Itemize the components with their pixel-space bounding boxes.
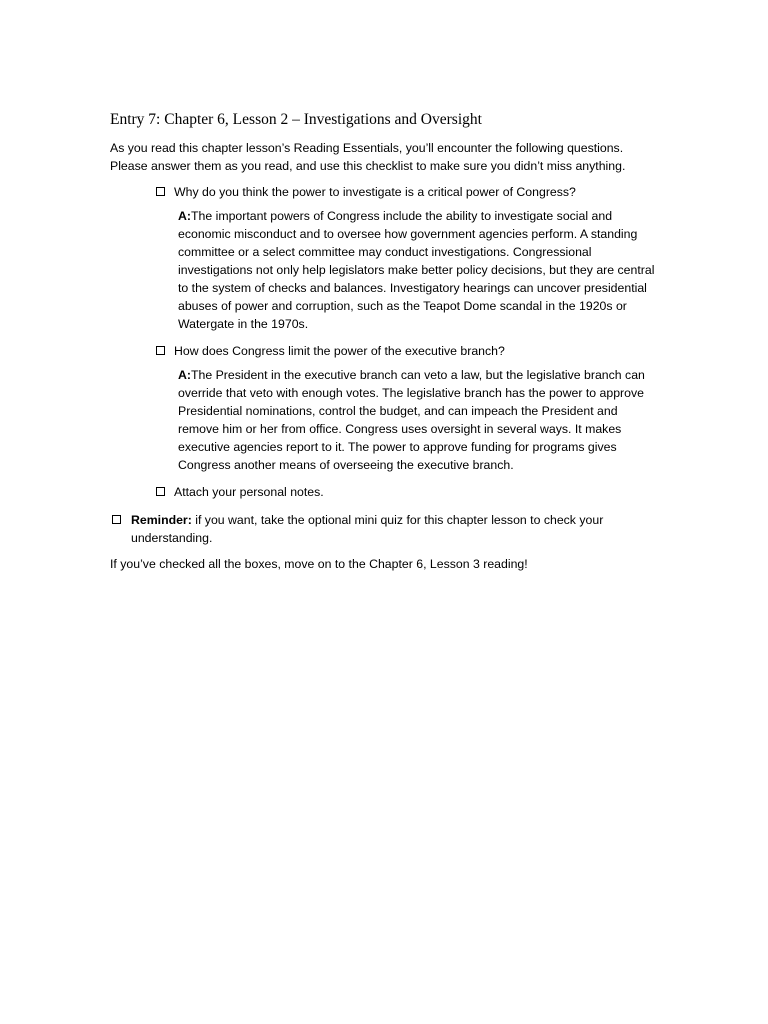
question-text-1: Why do you think the power to investigate is a critical power of Congress?	[174, 185, 576, 199]
checkbox-attach-notes[interactable]	[156, 487, 165, 496]
entry-title: Entry 7: Chapter 6, Lesson 2 – Investigations and Oversight	[110, 111, 482, 128]
checkbox-reminder[interactable]	[112, 515, 121, 524]
reminder-text: if you want, take the optional mini quiz for this chapter lesson to check your understanding.	[131, 513, 604, 545]
checkbox-question-2[interactable]	[156, 346, 165, 355]
answer-1	[178, 207, 658, 333]
answer-2	[178, 366, 658, 474]
checkbox-question-1[interactable]	[156, 187, 165, 196]
attach-notes-item	[156, 483, 658, 501]
answer-label-2: A:	[178, 368, 191, 382]
answer-label-1: A:	[178, 209, 191, 223]
question-item-1	[156, 183, 658, 333]
closing-paragraph: If you’ve checked all the boxes, move on to the Chapter 6, Lesson 3 reading!	[110, 557, 528, 571]
attach-notes-text: Attach your personal notes.	[174, 485, 324, 499]
question-item-2	[156, 342, 658, 474]
question-text-2: How does Congress limit the power of the executive branch?	[174, 344, 505, 358]
intro-paragraph: As you read this chapter lesson’s Reading Essentials, you’ll encounter the following questions. Please answer them as you read, and use this checklist to make sure you didn’t miss anything.	[110, 141, 626, 173]
reminder-item	[110, 511, 658, 547]
reminder-label: Reminder:	[131, 513, 192, 527]
answer-text-2: The President in the executive branch can veto a law, but the legislative branch can override that veto with enough votes. The legislative branch has the power to approve Presidential nominations, control the budget, and can impeach the President and remove him or her from office. Congress uses oversight in several ways. It makes executive agencies report to it. The power to approve funding for programs gives Congress another means of overseeing the executive branch.	[178, 368, 645, 472]
answer-text-1: The important powers of Congress include the ability to investigate social and economic misconduct and to oversee how government agencies perform. A standing committee or a select committee may conduct investigations. Congressional investigations not only help legislators make better policy decisions, but they are central to the system of checks and balances. Investigatory hearings can uncover presidential abuses of power and corruption, such as the Teapot Dome scandal in the 1920s or Watergate in the 1970s.	[178, 209, 655, 331]
